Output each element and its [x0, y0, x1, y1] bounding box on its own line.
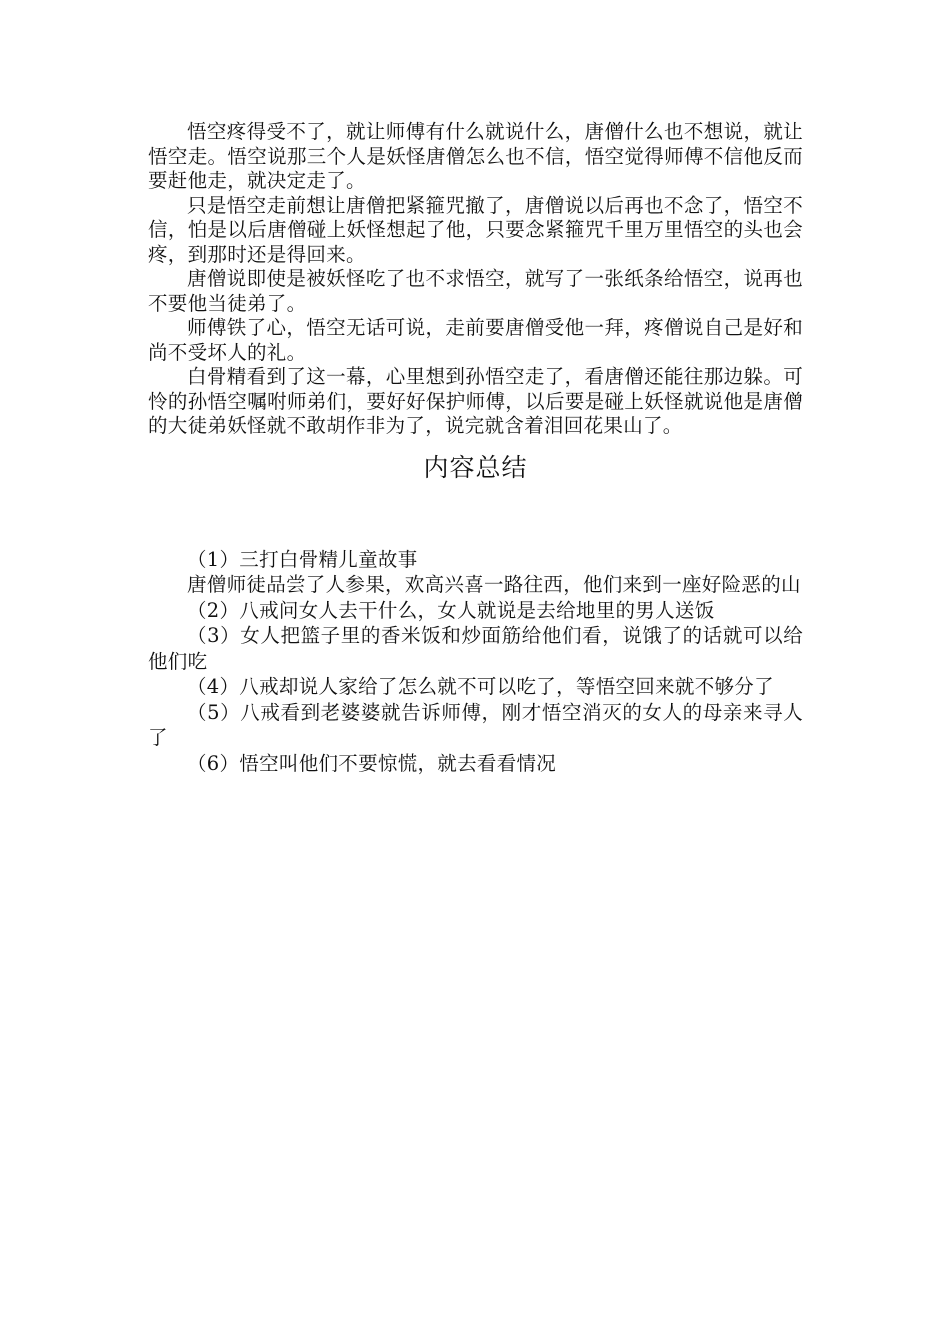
story-paragraph: 只是悟空走前想让唐僧把紧箍咒撤了，唐僧说以后再也不念了，悟空不信，怕是以后唐僧碰上妖怪想起了他，只要念紧箍咒千里万里悟空的头也会疼，到那时还是得回来。	[148, 193, 803, 266]
summary-item: 唐僧师徒品尝了人参果，欢高兴喜一路往西，他们来到一座好险恶的山	[187, 573, 801, 596]
summary-item: （3）女人把篮子里的香米饭和炒面筋给他们看，说饿了的话就可以给他们吃	[148, 624, 803, 673]
story-paragraph: 师傅铁了心，悟空无话可说，走前要唐僧受他一拜，疼僧说自己是好和尚不受坏人的礼。	[148, 316, 803, 364]
summary-item: （5）八戒看到老婆婆就告诉师傅，刚才悟空消灭的女人的母亲来寻人了	[148, 700, 803, 749]
story-paragraph: 白骨精看到了这一幕，心里想到孙悟空走了，看唐僧还能往那边躲。可怜的孙悟空嘱咐师弟们，要好好保护师傅，以后要是碰上妖怪就说他是唐僧的大徒弟妖怪就不敢胡作非为了，说完就含着泪回花果山了。	[148, 365, 803, 437]
summary-item: （4）八戒却说人家给了怎么就不可以吃了，等悟空回来就不够分了	[187, 675, 774, 698]
summary-section	[148, 547, 803, 777]
story-section	[148, 120, 803, 439]
summary-item: （2）八戒问女人去干什么，女人就说是去给地里的男人送饭	[187, 598, 715, 622]
story-paragraph: 悟空疼得受不了，就让师傅有什么就说什么，唐僧什么也不想说，就让悟空走。悟空说那三个人是妖怪唐僧怎么也不信，悟空觉得师傅不信他反而要赶他走，就决定走了。	[148, 120, 803, 192]
summary-heading: 内容总结	[423, 452, 528, 482]
summary-item: （1）三打白骨精儿童故事	[187, 547, 418, 571]
story-paragraph: 唐僧说即使是被妖怪吃了也不求悟空，就写了一张纸条给悟空，说再也不要他当徒弟了。	[148, 267, 803, 315]
document-page	[148, 120, 803, 776]
summary-item: （6）悟空叫他们不要惊慌，就去看看情况	[187, 751, 557, 775]
